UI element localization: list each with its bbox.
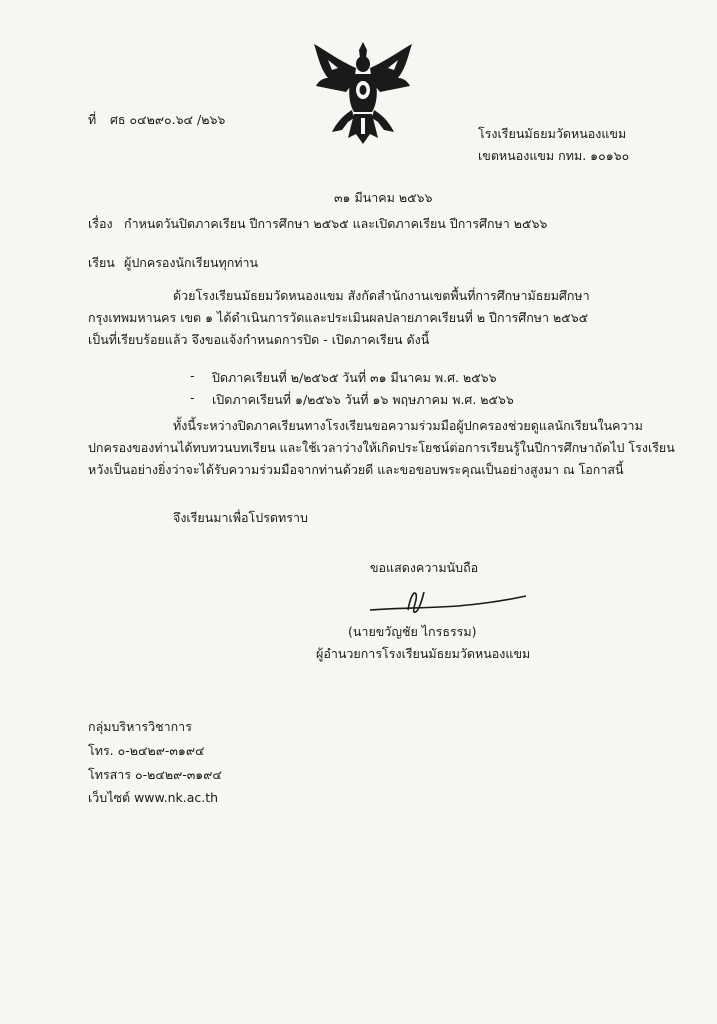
signature-mark-icon: [368, 580, 528, 620]
list-dash: -: [190, 368, 195, 383]
paragraph-1-line-2: กรุงเทพมหานคร เขต ๑ ได้ดำเนินการวัดและประเมินผลปลายภาคเรียนที่ ๒ ปีการศึกษา ๒๕๖๕: [88, 310, 589, 325]
school-address: เขตหนองแขม กทม. ๑๐๑๖๐: [478, 148, 630, 163]
letter-date: ๓๑ มีนาคม ๒๕๖๖: [334, 190, 433, 205]
school-name: โรงเรียนมัธยมวัดหนองแขม: [478, 126, 627, 141]
signatory-position: ผู้อำนวยการโรงเรียนมัธยมวัดหนองแขม: [316, 646, 531, 661]
salutation-label: เรียน: [88, 255, 115, 270]
footer-phone: โทร. ๐-๒๔๒๙-๓๑๙๔: [88, 743, 205, 758]
reference-label: ที่: [88, 112, 97, 127]
paragraph-2-line-1: ทั้งนี้ระหว่างปิดภาคเรียนทางโรงเรียนขอความร่วมมือผู้ปกครองช่วยดูแลนักเรียนในความ: [173, 418, 643, 433]
subject-label: เรื่อง: [88, 216, 113, 231]
list-dash: -: [190, 390, 195, 405]
subject-text: กำหนดวันปิดภาคเรียน ปีการศึกษา ๒๕๖๕ และเปิดภาคเรียน ปีการศึกษา ๒๕๖๖: [124, 216, 548, 231]
footer-department: กลุ่มบริหารวิชาการ: [88, 719, 192, 734]
list-item: ปิดภาคเรียนที่ ๒/๒๕๖๕ วันที่ ๓๑ มีนาคม พ.ศ. ๒๕๖๖: [212, 370, 497, 385]
footer-website: เว็บไซต์ www.nk.ac.th: [88, 790, 219, 805]
regards-text: ขอแสดงความนับถือ: [370, 560, 479, 575]
paragraph-1-line-3: เป็นที่เรียบร้อยแล้ว จึงขอแจ้งกำหนดการปิด - เปิดภาคเรียน ดังนี้: [88, 332, 430, 347]
reference-number: ศธ ๐๔๒๙๐.๖๔ /๒๖๖: [110, 112, 226, 127]
paragraph-2-line-3: หวังเป็นอย่างยิ่งว่าจะได้รับความร่วมมือจากท่านด้วยดี และขอขอบพระคุณเป็นอย่างสูงมา ณ โอกาสนี้: [88, 462, 624, 477]
paragraph-1-line-1: ด้วยโรงเรียนมัธยมวัดหนองแขม สังกัดสำนักงานเขตพื้นที่การศึกษามัธยมศึกษา: [173, 288, 590, 303]
paragraph-2-line-2: ปกครองของท่านได้ทบทวนบทเรียน และใช้เวลาว่างให้เกิดประโยชน์ต่อการเรียนรู้ในปีการศึกษาถัดไป โรงเรียน: [88, 440, 675, 455]
footer-fax: โทรสาร ๐-๒๔๒๙-๓๑๙๔: [88, 767, 222, 782]
salutation-text: ผู้ปกครองนักเรียนทุกท่าน: [124, 255, 259, 270]
closing-line: จึงเรียนมาเพื่อโปรดทราบ: [173, 510, 308, 525]
garuda-emblem-icon: [308, 38, 418, 148]
signatory-name: (นายขวัญชัย ไกรธรรม): [348, 624, 477, 639]
list-item: เปิดภาคเรียนที่ ๑/๒๕๖๖ วันที่ ๑๖ พฤษภาคม พ.ศ. ๒๕๖๖: [212, 392, 514, 407]
